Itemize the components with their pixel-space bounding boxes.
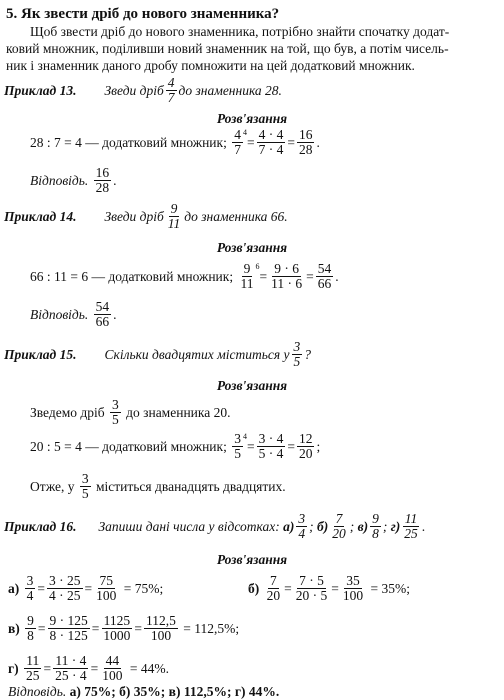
fraction: $\frac{3 \cdot 4}{5 \cdot 4}$ (258, 431, 284, 462)
fraction: 54 66 (95, 299, 110, 330)
example-14-answer: Відповідь. 54 66 . (30, 299, 117, 330)
example-16-part-a: а) $\frac{3}{4}$ = $\frac{3 \cdot 25}{4 \cdot 25}$ = $\frac{75}{100}$ = 75%; (8, 573, 164, 604)
example-15-conclusion: Отже, у 3 5 міститься дванадцять двадцятих. (30, 471, 286, 502)
fraction: 9 11 (167, 201, 181, 232)
example-15-task: Приклад 15. Скільки двадцятих міститься у 3 5 ? (4, 339, 311, 370)
example-16-answer: Відповідь. а) 75%; б) 35%; в) 112,5%; г) 44%. (8, 684, 280, 699)
fraction: 9 11 (240, 261, 254, 292)
solution-heading: Розв'язання (216, 111, 288, 126)
fraction: $\frac{54}{66}$ (317, 261, 332, 292)
example-15-step-1: Зведемо дріб 3 5 до знаменника 20. (30, 397, 231, 428)
fraction: 7 20 (332, 511, 346, 542)
fraction: 3 5 (81, 471, 89, 502)
example-label: Приклад 13. (4, 82, 77, 98)
fraction: 3 4 (298, 511, 306, 542)
intro-line-2: ковий множник, поділивши новий знаменник на той, що був, а потім чисель- (6, 41, 449, 56)
fraction: 11 25 (404, 511, 418, 542)
example-16-part-c: в) $\frac{9}{8}$ = $\frac{9 \cdot 125}{8 \cdot 125}$ = $\frac{1125}{1000}$ = $\frac{112,5}{100}$ = 112,5%; (8, 613, 240, 644)
fraction: 3 5 (112, 397, 119, 428)
fraction: 3 5 (293, 339, 301, 370)
fraction: $\frac{9 \cdot 6}{11 \cdot 6}$ (271, 261, 303, 292)
fraction: 3 5 (234, 431, 241, 462)
example-14-step: 66 : 11 = 6 — додатковий множник; 9 11 6 = $\frac{9 \cdot 6}{11 \cdot 6}$ = $\frac{54}{66}$ . (30, 261, 339, 292)
example-16-task: Приклад 16. Запиши дані числа у відсотках: а) 3 4 ; б) 7 20 ; в) 9 8 ; г) 11 25 . (4, 511, 426, 542)
example-13-answer: Відповідь. 16 28 . (30, 165, 117, 196)
fraction: 4 7 (234, 127, 241, 158)
example-16-part-d: г) $\frac{11}{25}$ = $\frac{11 \cdot 4}{25 \cdot 4}$ = $\frac{44}{100}$ = 44%. (8, 653, 169, 684)
fraction: $\frac{16}{28}$ (298, 127, 313, 158)
intro-line-3: ник і знаменник даного дробу помножити на цей додатковий множник. (6, 58, 415, 73)
solution-heading: Розв'язання (216, 240, 288, 255)
example-13-task: Приклад 13. Зведи дріб 4 7 до знаменника 28. (4, 75, 282, 106)
fraction: 16 28 (95, 165, 110, 196)
fraction: $\frac{4 \cdot 4}{7 \cdot 4}$ (258, 127, 284, 158)
fraction: 4 7 (167, 75, 175, 106)
fraction: $\frac{12}{20}$ (298, 431, 313, 462)
example-15-step-2: 20 : 5 = 4 — додатковий множник; 3 5 4 = $\frac{3 \cdot 4}{5 \cdot 4}$ = $\frac{12}{20}$ ; (30, 431, 321, 462)
example-13-step: 28 : 7 = 4 — додатковий множник; 4 7 4 = $\frac{4 \cdot 4}{7 \cdot 4}$ = $\frac{16}{28}$ . (30, 127, 320, 158)
solution-heading: Розв'язання (216, 378, 288, 393)
solution-heading: Розв'язання (216, 552, 288, 567)
section-heading: 5. Як звести дріб до нового знаменника? (6, 6, 280, 22)
example-16-part-b: б) $\frac{7}{20}$ = $\frac{7 \cdot 5}{20 \cdot 5}$ = $\frac{35}{100}$ = 35%; (248, 573, 410, 604)
intro-line-1: Щоб звести дріб до нового знаменника, потрібно знайти спочатку додат- (30, 24, 450, 39)
fraction: 9 8 (372, 511, 379, 542)
example-14-task: Приклад 14. Зведи дріб 9 11 до знаменника 66. (4, 201, 288, 232)
